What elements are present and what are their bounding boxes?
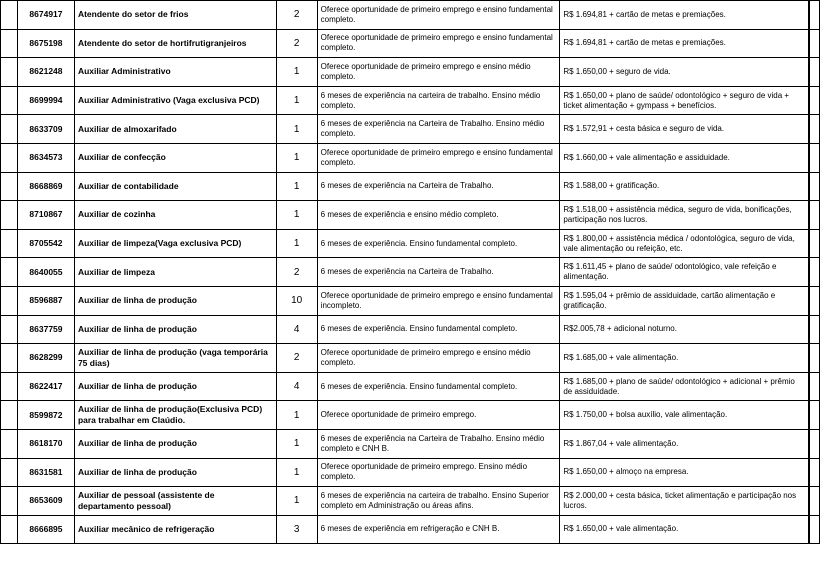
table-row xyxy=(1,344,820,373)
row-edge-cell xyxy=(809,143,819,172)
job-requirements: 6 meses de experiência na Carteira de Trabalho. xyxy=(317,258,560,287)
vacancy-code: 8653609 xyxy=(17,487,74,516)
row-edge-cell xyxy=(809,1,819,30)
row-margin-cell xyxy=(1,172,18,201)
vacancy-quantity: 1 xyxy=(276,201,317,230)
table-row xyxy=(1,286,820,315)
vacancy-quantity: 2 xyxy=(276,258,317,287)
table-row xyxy=(1,86,820,115)
row-edge-cell xyxy=(809,58,819,87)
row-edge-cell xyxy=(809,344,819,373)
job-title: Auxiliar de limpeza xyxy=(74,258,276,287)
vacancy-quantity: 2 xyxy=(276,1,317,30)
row-margin-cell xyxy=(1,401,18,430)
job-title: Auxiliar de linha de produção xyxy=(74,372,276,401)
job-requirements: Oferece oportunidade de primeiro emprego. xyxy=(317,401,560,430)
salary-benefits: R$ 1.650,00 + almoço na empresa. xyxy=(560,458,810,487)
vacancy-quantity: 1 xyxy=(276,58,317,87)
job-requirements: Oferece oportunidade de primeiro emprego e ensino fundamental completo. xyxy=(317,1,560,30)
job-title: Atendente do setor de frios xyxy=(74,1,276,30)
job-requirements: Oferece oportunidade de primeiro emprego e ensino médio completo. xyxy=(317,58,560,87)
table-row xyxy=(1,372,820,401)
job-title: Auxiliar de linha de produção(Exclusiva PCD) para trabalhar em Claúdio. xyxy=(74,401,276,430)
job-requirements: 6 meses de experiência. Ensino fundamental completo. xyxy=(317,229,560,258)
vacancy-quantity: 1 xyxy=(276,229,317,258)
vacancy-code: 8618170 xyxy=(17,429,74,458)
vacancy-code: 8668869 xyxy=(17,172,74,201)
row-margin-cell xyxy=(1,58,18,87)
table-row xyxy=(1,258,820,287)
vacancy-quantity: 1 xyxy=(276,115,317,144)
job-requirements: 6 meses de experiência na Carteira de Trabalho. Ensino médio completo e CNH B. xyxy=(317,429,560,458)
table-row xyxy=(1,201,820,230)
vacancy-code: 8699994 xyxy=(17,86,74,115)
salary-benefits: R$ 1.685,00 + plano de saúde/ odontológico + adicional + prêmio de assiduidade. xyxy=(560,372,810,401)
vacancy-quantity: 1 xyxy=(276,172,317,201)
row-margin-cell xyxy=(1,143,18,172)
job-requirements: 6 meses de experiência na carteira de trabalho. Ensino médio completo. xyxy=(317,86,560,115)
row-margin-cell xyxy=(1,372,18,401)
salary-benefits: R$ 1.650,00 + vale alimentação. xyxy=(560,515,810,544)
table-row xyxy=(1,1,820,30)
salary-benefits: R$ 1.694,81 + cartão de metas e premiações. xyxy=(560,29,810,58)
table-row xyxy=(1,487,820,516)
vacancy-quantity: 1 xyxy=(276,143,317,172)
job-requirements: 6 meses de experiência em refrigeração e CNH B. xyxy=(317,515,560,544)
row-edge-cell xyxy=(809,172,819,201)
row-margin-cell xyxy=(1,429,18,458)
job-title: Auxiliar Administrativo xyxy=(74,58,276,87)
row-margin-cell xyxy=(1,115,18,144)
vacancy-quantity: 1 xyxy=(276,401,317,430)
table-row xyxy=(1,315,820,344)
vacancy-code: 8666895 xyxy=(17,515,74,544)
vacancy-code: 8633709 xyxy=(17,115,74,144)
row-margin-cell xyxy=(1,29,18,58)
job-title: Auxiliar de linha de produção xyxy=(74,315,276,344)
job-requirements: Oferece oportunidade de primeiro emprego e ensino médio completo. xyxy=(317,344,560,373)
table-row xyxy=(1,58,820,87)
job-requirements: 6 meses de experiência na carteira de trabalho. Ensino Superior completo em Administração ou áreas afins. xyxy=(317,487,560,516)
job-requirements: Oferece oportunidade de primeiro emprego e ensino fundamental completo. xyxy=(317,29,560,58)
vacancy-code: 8596887 xyxy=(17,286,74,315)
row-edge-cell xyxy=(809,258,819,287)
vacancy-code: 8675198 xyxy=(17,29,74,58)
salary-benefits: R$ 1.595,04 + prêmio de assiduidade, cartão alimentação e gratificação. xyxy=(560,286,810,315)
vacancy-quantity: 4 xyxy=(276,372,317,401)
vacancy-code: 8599872 xyxy=(17,401,74,430)
vacancy-code: 8634573 xyxy=(17,143,74,172)
row-margin-cell xyxy=(1,1,18,30)
job-requirements: 6 meses de experiência. Ensino fundamental completo. xyxy=(317,372,560,401)
row-edge-cell xyxy=(809,29,819,58)
salary-benefits: R$ 1.518,00 + assistência médica, seguro de vida, bonificações, participação nos lucros. xyxy=(560,201,810,230)
row-edge-cell xyxy=(809,286,819,315)
table-row xyxy=(1,429,820,458)
vacancy-code: 8674917 xyxy=(17,1,74,30)
salary-benefits: R$ 1.588,00 + gratificação. xyxy=(560,172,810,201)
table-row xyxy=(1,143,820,172)
row-edge-cell xyxy=(809,515,819,544)
vacancy-code: 8705542 xyxy=(17,229,74,258)
job-title: Auxiliar de contabilidade xyxy=(74,172,276,201)
vacancy-code: 8622417 xyxy=(17,372,74,401)
salary-benefits: R$ 1.611,45 + plano de saúde/ odontológico, vale refeição e alimentação. xyxy=(560,258,810,287)
salary-benefits: R$ 1.650,00 + seguro de vida. xyxy=(560,58,810,87)
job-title: Auxiliar mecânico de refrigeração xyxy=(74,515,276,544)
row-margin-cell xyxy=(1,515,18,544)
salary-benefits: R$ 2.000,00 + cesta básica, ticket alimentação e participação nos lucros. xyxy=(560,487,810,516)
row-edge-cell xyxy=(809,487,819,516)
job-title: Auxiliar de confecção xyxy=(74,143,276,172)
table-row xyxy=(1,458,820,487)
row-margin-cell xyxy=(1,458,18,487)
job-title: Atendente do setor de hortifrutigranjeiros xyxy=(74,29,276,58)
vacancy-code: 8631581 xyxy=(17,458,74,487)
salary-benefits: R$ 1.750,00 + bolsa auxílio, vale alimentação. xyxy=(560,401,810,430)
vacancy-quantity: 3 xyxy=(276,515,317,544)
table-row xyxy=(1,229,820,258)
job-title: Auxiliar de pessoal (assistente de departamento pessoal) xyxy=(74,487,276,516)
table-row xyxy=(1,515,820,544)
salary-benefits: R$ 1.867,04 + vale alimentação. xyxy=(560,429,810,458)
vacancy-code: 8710867 xyxy=(17,201,74,230)
row-edge-cell xyxy=(809,372,819,401)
job-title: Auxiliar de limpeza(Vaga exclusiva PCD) xyxy=(74,229,276,258)
vacancy-quantity: 1 xyxy=(276,86,317,115)
job-requirements: Oferece oportunidade de primeiro emprego e ensino fundamental completo. xyxy=(317,143,560,172)
row-edge-cell xyxy=(809,401,819,430)
table-row xyxy=(1,401,820,430)
job-requirements: 6 meses de experiência na Carteira de Trabalho. xyxy=(317,172,560,201)
vacancy-code: 8628299 xyxy=(17,344,74,373)
salary-benefits: R$ 1.800,00 + assistência médica / odontológica, seguro de vida, vale alimentação ou refeição, etc. xyxy=(560,229,810,258)
row-margin-cell xyxy=(1,344,18,373)
vacancy-quantity: 1 xyxy=(276,458,317,487)
job-title: Auxiliar de linha de produção (vaga temporária 75 dias) xyxy=(74,344,276,373)
row-edge-cell xyxy=(809,115,819,144)
job-title: Auxiliar de linha de produção xyxy=(74,286,276,315)
vacancy-quantity: 1 xyxy=(276,487,317,516)
job-requirements: Oferece oportunidade de primeiro emprego e ensino fundamental incompleto. xyxy=(317,286,560,315)
salary-benefits: R$ 1.685,00 + vale alimentação. xyxy=(560,344,810,373)
vacancy-code: 8640055 xyxy=(17,258,74,287)
salary-benefits: R$ 1.572,91 + cesta básica e seguro de vida. xyxy=(560,115,810,144)
row-margin-cell xyxy=(1,201,18,230)
job-title: Auxiliar de cozinha xyxy=(74,201,276,230)
job-requirements: Oferece oportunidade de primeiro emprego. Ensino médio completo. xyxy=(317,458,560,487)
row-edge-cell xyxy=(809,458,819,487)
job-title: Auxiliar de almoxarifado xyxy=(74,115,276,144)
salary-benefits: R$2.005,78 + adicional noturno. xyxy=(560,315,810,344)
job-title: Auxiliar Administrativo (Vaga exclusiva PCD) xyxy=(74,86,276,115)
vacancy-quantity: 4 xyxy=(276,315,317,344)
salary-benefits: R$ 1.660,00 + vale alimentação e assiduidade. xyxy=(560,143,810,172)
vacancy-quantity: 2 xyxy=(276,344,317,373)
row-edge-cell xyxy=(809,229,819,258)
vacancy-quantity: 1 xyxy=(276,429,317,458)
table-row xyxy=(1,172,820,201)
table-row xyxy=(1,29,820,58)
row-margin-cell xyxy=(1,229,18,258)
job-requirements: 6 meses de experiência na Carteira de Trabalho. Ensino médio completo. xyxy=(317,115,560,144)
row-margin-cell xyxy=(1,487,18,516)
job-requirements: 6 meses de experiência. Ensino fundamental completo. xyxy=(317,315,560,344)
salary-benefits: R$ 1.650,00 + plano de saúde/ odontológico + seguro de vida + ticket alimentação + gympass + benefícios. xyxy=(560,86,810,115)
row-margin-cell xyxy=(1,315,18,344)
job-title: Auxiliar de linha de produção xyxy=(74,429,276,458)
table-row xyxy=(1,115,820,144)
row-edge-cell xyxy=(809,315,819,344)
row-margin-cell xyxy=(1,286,18,315)
row-edge-cell xyxy=(809,429,819,458)
row-edge-cell xyxy=(809,86,819,115)
vacancy-quantity: 2 xyxy=(276,29,317,58)
vacancy-code: 8637759 xyxy=(17,315,74,344)
salary-benefits: R$ 1.694,81 + cartão de metas e premiações. xyxy=(560,1,810,30)
row-margin-cell xyxy=(1,86,18,115)
row-margin-cell xyxy=(1,258,18,287)
vacancy-quantity: 10 xyxy=(276,286,317,315)
job-title: Auxiliar de linha de produção xyxy=(74,458,276,487)
job-requirements: 6 meses de experiência e ensino médio completo. xyxy=(317,201,560,230)
row-edge-cell xyxy=(809,201,819,230)
vacancy-code: 8621248 xyxy=(17,58,74,87)
